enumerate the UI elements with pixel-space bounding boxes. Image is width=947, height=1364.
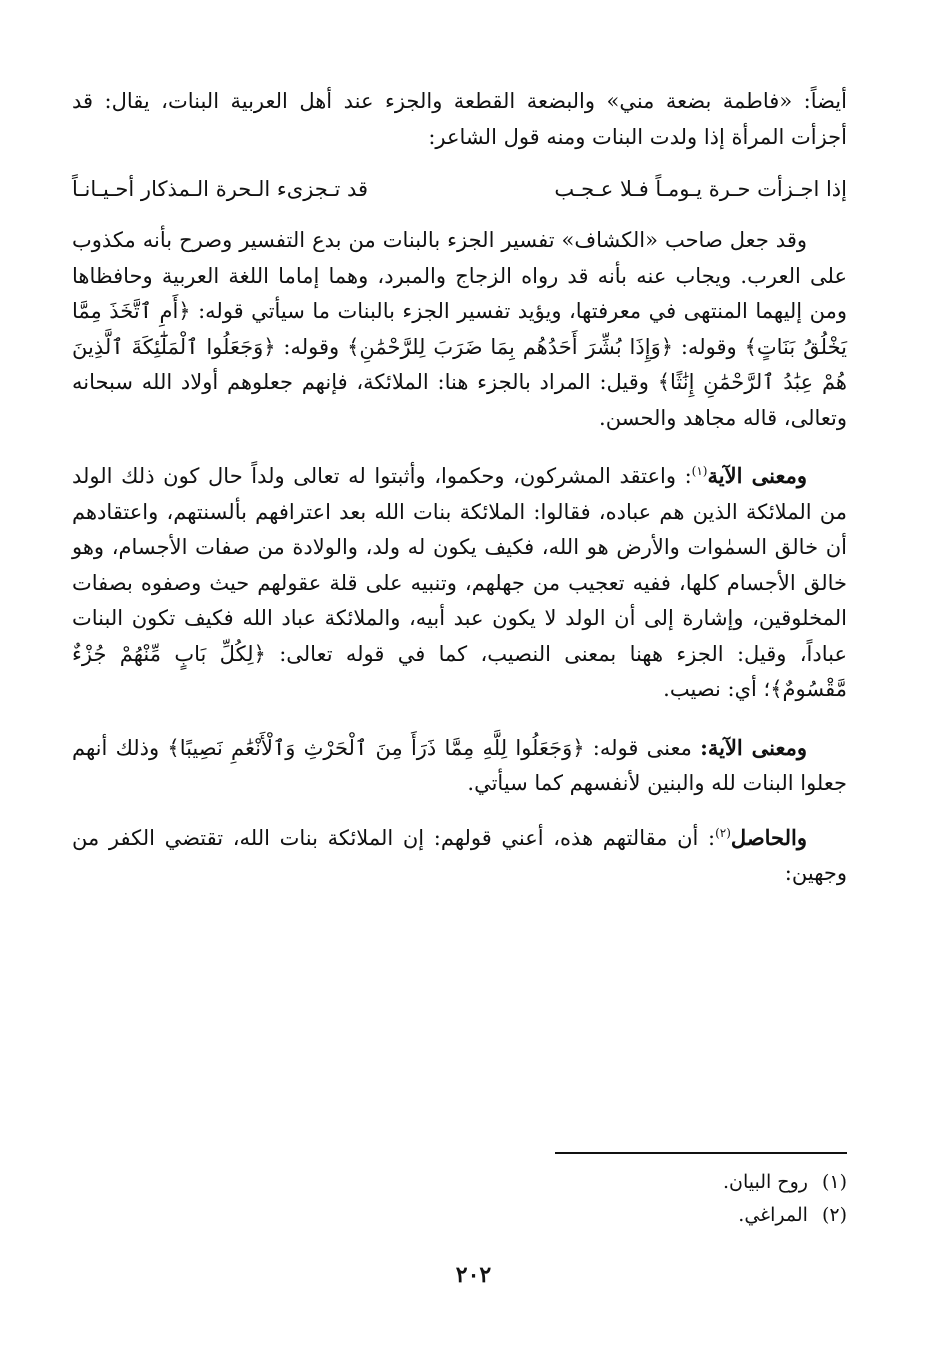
footnote-2-number: (٢) xyxy=(821,1204,847,1226)
paragraph-kashshaf: وقد جعل صاحب «الكشاف» تفسير الجزء بالبنات من بدع التفسير وصرح بأنه مكذوب على العرب. ويجاب عنه بأنه قد رواه الزجاج والمبرد، وهما إماما اللغة العربية وحافظاها ومن إليهما المنتهى في معرفتها، ويؤيد تفسير الجزء بالبنات ما سيأتي قوله: ﴿أَمِ ٱتَّخَذَ مِمَّا يَخْلُقُ بَنَاتٍ﴾ وقوله: ﴿وَإِذَا بُشِّرَ أَحَدُهُم بِمَا ضَرَبَ لِلرَّحْمَٰنِ﴾ وقوله: ﴿وَجَعَلُوا ٱلْمَلَٰٓئِكَةَ ٱلَّذِينَ هُمْ عِبَٰدُ ٱلرَّحْمَٰنِ إِنَٰثًا﴾ وقيل: المراد بالجزء هنا: الملائكة، فإنهم جعلوهم أولاد الله سبحانه وتعالى، قاله مجاهد والحسن. xyxy=(72,228,847,430)
footnote-2 xyxy=(347,1199,847,1232)
footnote-ref-1: (١) xyxy=(691,464,708,478)
footnotes xyxy=(347,1166,847,1232)
paragraph-conclusion xyxy=(72,820,847,892)
meaning-text: : واعتقد المشركون، وحكموا، وأثبتوا له تعالى ولداً حال كون ذلك الولد من الملائكة الذين هم عباده، فقالوا: الملائكة بنات الله بعد اعترافهم بألسنتهم، واعتقادهم أن خالق السمٰوات والأرض هو الله، فكيف يكون له ولد، والولادة من صفات الأجسام، وهو خالق الأجسام كلها، ففيه تعجيب من جهلهم، وتنبيه على قلة عقولهم حيث وصفوه بصفات المخلوقين، وإشارة إلى أن الولد لا يكون عبد أبيه، والملائكة عباد الله فكيف تكون البنات عباداً، وقيل: الجزء ههنا بمعنى النصيب، كما في قوله تعالى: ﴿لِكُلِّ بَابٍ مِّنْهُمْ جُزْءٌ مَّقْسُومٌ﴾؛ أي: نصيب. xyxy=(72,464,847,701)
footnote-ref-2: (٢) xyxy=(715,825,731,840)
footnote-divider xyxy=(555,1152,847,1154)
conclusion-heading: والحاصل xyxy=(730,824,807,850)
verse-second-hemistich: قد تـجزىء الـحرة الـمذكار أحـيـانـاً xyxy=(72,177,369,201)
meaning-heading-2: ومعنى الآية: xyxy=(700,734,807,760)
page-number: ٢٠٢ xyxy=(455,1262,492,1288)
footnote-1 xyxy=(347,1166,847,1199)
footnote-1-number: (١) xyxy=(821,1171,847,1193)
poetry-verse xyxy=(72,169,847,209)
meaning-text-2: معنى قوله: ﴿وَجَعَلُوا لِلَّهِ مِمَّا ذَرَأَ مِنَ ٱلْحَرْثِ وَٱلْأَنْعَٰمِ نَصِيبًا﴾ وذلك أنهم جعلوا البنات لله والبنين لأنفسهم كما سيأتي. xyxy=(72,735,847,795)
footnote-2-text: المراغي. xyxy=(738,1204,808,1226)
conclusion-text: : أن مقالتهم هذه، أعني قولهم: إن الملائكة بنات الله، تقتضي الكفر من وجهين: xyxy=(72,825,847,885)
paragraph-intro: أيضاً: «فاطمة بضعة مني» والبضعة القطعة والجزء عند أهل العربية البنات، يقال: قد أجزأت المرأة إذا ولدت البنات ومنه قول الشاعر: xyxy=(72,89,847,149)
verse-first-hemistich: إذا اجـزأت حـرة يـومـاً فـلا عـجـب xyxy=(554,177,847,201)
paragraph-meaning-verse-2 xyxy=(72,730,847,802)
paragraph-meaning-verse xyxy=(72,458,847,708)
meaning-heading: ومعنى الآية xyxy=(707,463,808,488)
page-body xyxy=(72,84,847,1304)
footnote-1-text: روح البيان. xyxy=(722,1171,808,1193)
